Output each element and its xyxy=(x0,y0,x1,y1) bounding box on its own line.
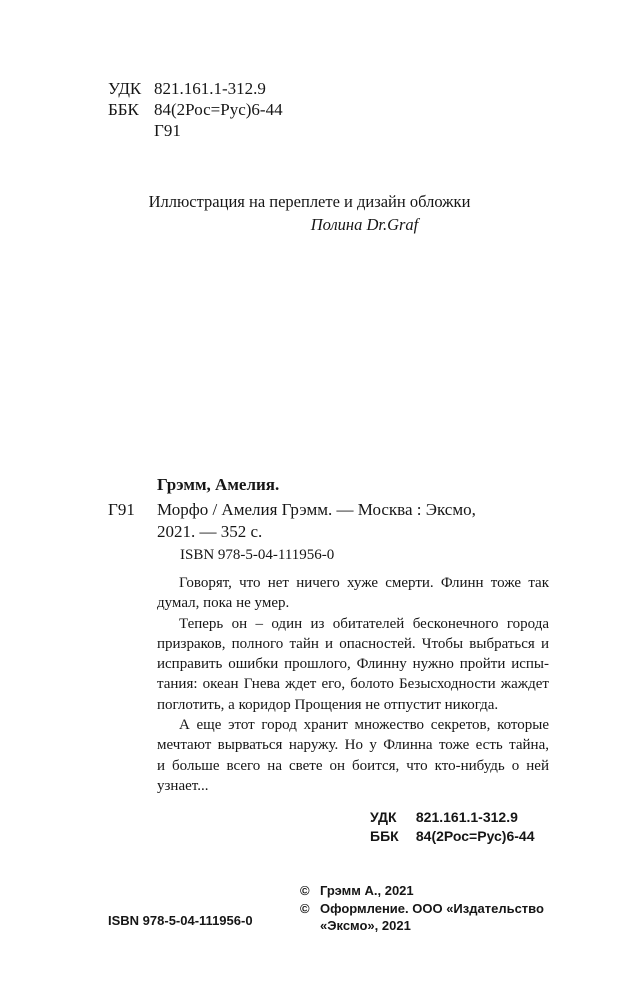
copyright-block xyxy=(300,882,544,935)
author-sign-code: Г91 xyxy=(108,500,135,519)
bbk-value-bottom: 84(2Рос=Рус)6-44 xyxy=(415,828,535,844)
illustration-artist: Полина Dr.Graf xyxy=(310,215,419,234)
illustration-line: Иллюстрация на переплете и дизайн обложки xyxy=(148,192,471,211)
bbk-label-bottom: ББК xyxy=(370,828,399,844)
title-line-1: Морфо / Амелия Грэмм. — Москва : Эксмо, xyxy=(157,500,476,519)
annotation-line: тания: океан Гнева ждет его, болото Безысходности жаждет xyxy=(157,676,549,693)
annotation-line: исправить ошибки прошлого, Флинну нужно пройти испы- xyxy=(157,656,549,673)
annotation xyxy=(157,573,549,796)
copyright-line-author: © Грэмм А., 2021 xyxy=(300,883,414,898)
annotation-line: и больше всего на свете он боится, что кто-нибудь о ней xyxy=(157,757,549,774)
udk-row-bottom xyxy=(370,808,534,827)
udk-label-bottom: УДК xyxy=(370,809,397,825)
copyright-icon: © xyxy=(300,900,310,916)
udk-value: 821.161.1-312.9 xyxy=(154,79,266,98)
udk-value-bottom: 821.161.1-312.9 xyxy=(415,809,518,825)
bbk-label: ББК xyxy=(108,100,139,119)
udk-label: УДК xyxy=(108,79,142,98)
annotation-line: думал, пока не умер. xyxy=(157,595,290,612)
annotation-line: Говорят, что нет ничего хуже смерти. Флинн тоже так xyxy=(179,575,549,591)
author-sign: Г91 xyxy=(154,121,181,140)
classification-block-bottom xyxy=(370,808,534,846)
annotation-line: Теперь он – один из обитателей бесконечного города xyxy=(179,615,549,632)
annotation-line: узнает... xyxy=(157,777,209,794)
bbk-value: 84(2Рос=Рус)6-44 xyxy=(154,100,283,119)
udk-row xyxy=(108,78,283,99)
annotation-line: поглотить, а коридор Прощения не отпустит никогда. xyxy=(157,696,499,713)
copyright-line-publisher: «Эксмо», 2021 xyxy=(320,918,411,933)
isbn-record: ISBN 978-5-04-111956-0 xyxy=(180,547,335,563)
isbn-bottom: ISBN 978-5-04-111956-0 xyxy=(108,913,253,928)
illustration-credit xyxy=(0,190,619,236)
bbk-row-bottom xyxy=(370,827,534,846)
classification-block-top xyxy=(108,78,283,141)
author-sign-row xyxy=(108,120,283,141)
annotation-line: А еще этот город хранит множество секретов, которые xyxy=(179,717,549,734)
annotation-line: мечтают вырваться наружу. Но у Флинна тоже есть тайна, xyxy=(157,737,549,754)
copyright-icon: © xyxy=(300,883,310,898)
bbk-row xyxy=(108,99,283,120)
copyright-line-design: © Оформление. ООО «Издательство xyxy=(300,900,544,916)
title-line-2: 2021. — 352 с. xyxy=(157,522,263,541)
bibliographic-description xyxy=(157,499,476,543)
annotation-line: призраков, полного тайн и опасностей. Чтобы выбраться и xyxy=(157,635,549,652)
author-heading: Грэмм, Амелия. xyxy=(157,475,280,494)
